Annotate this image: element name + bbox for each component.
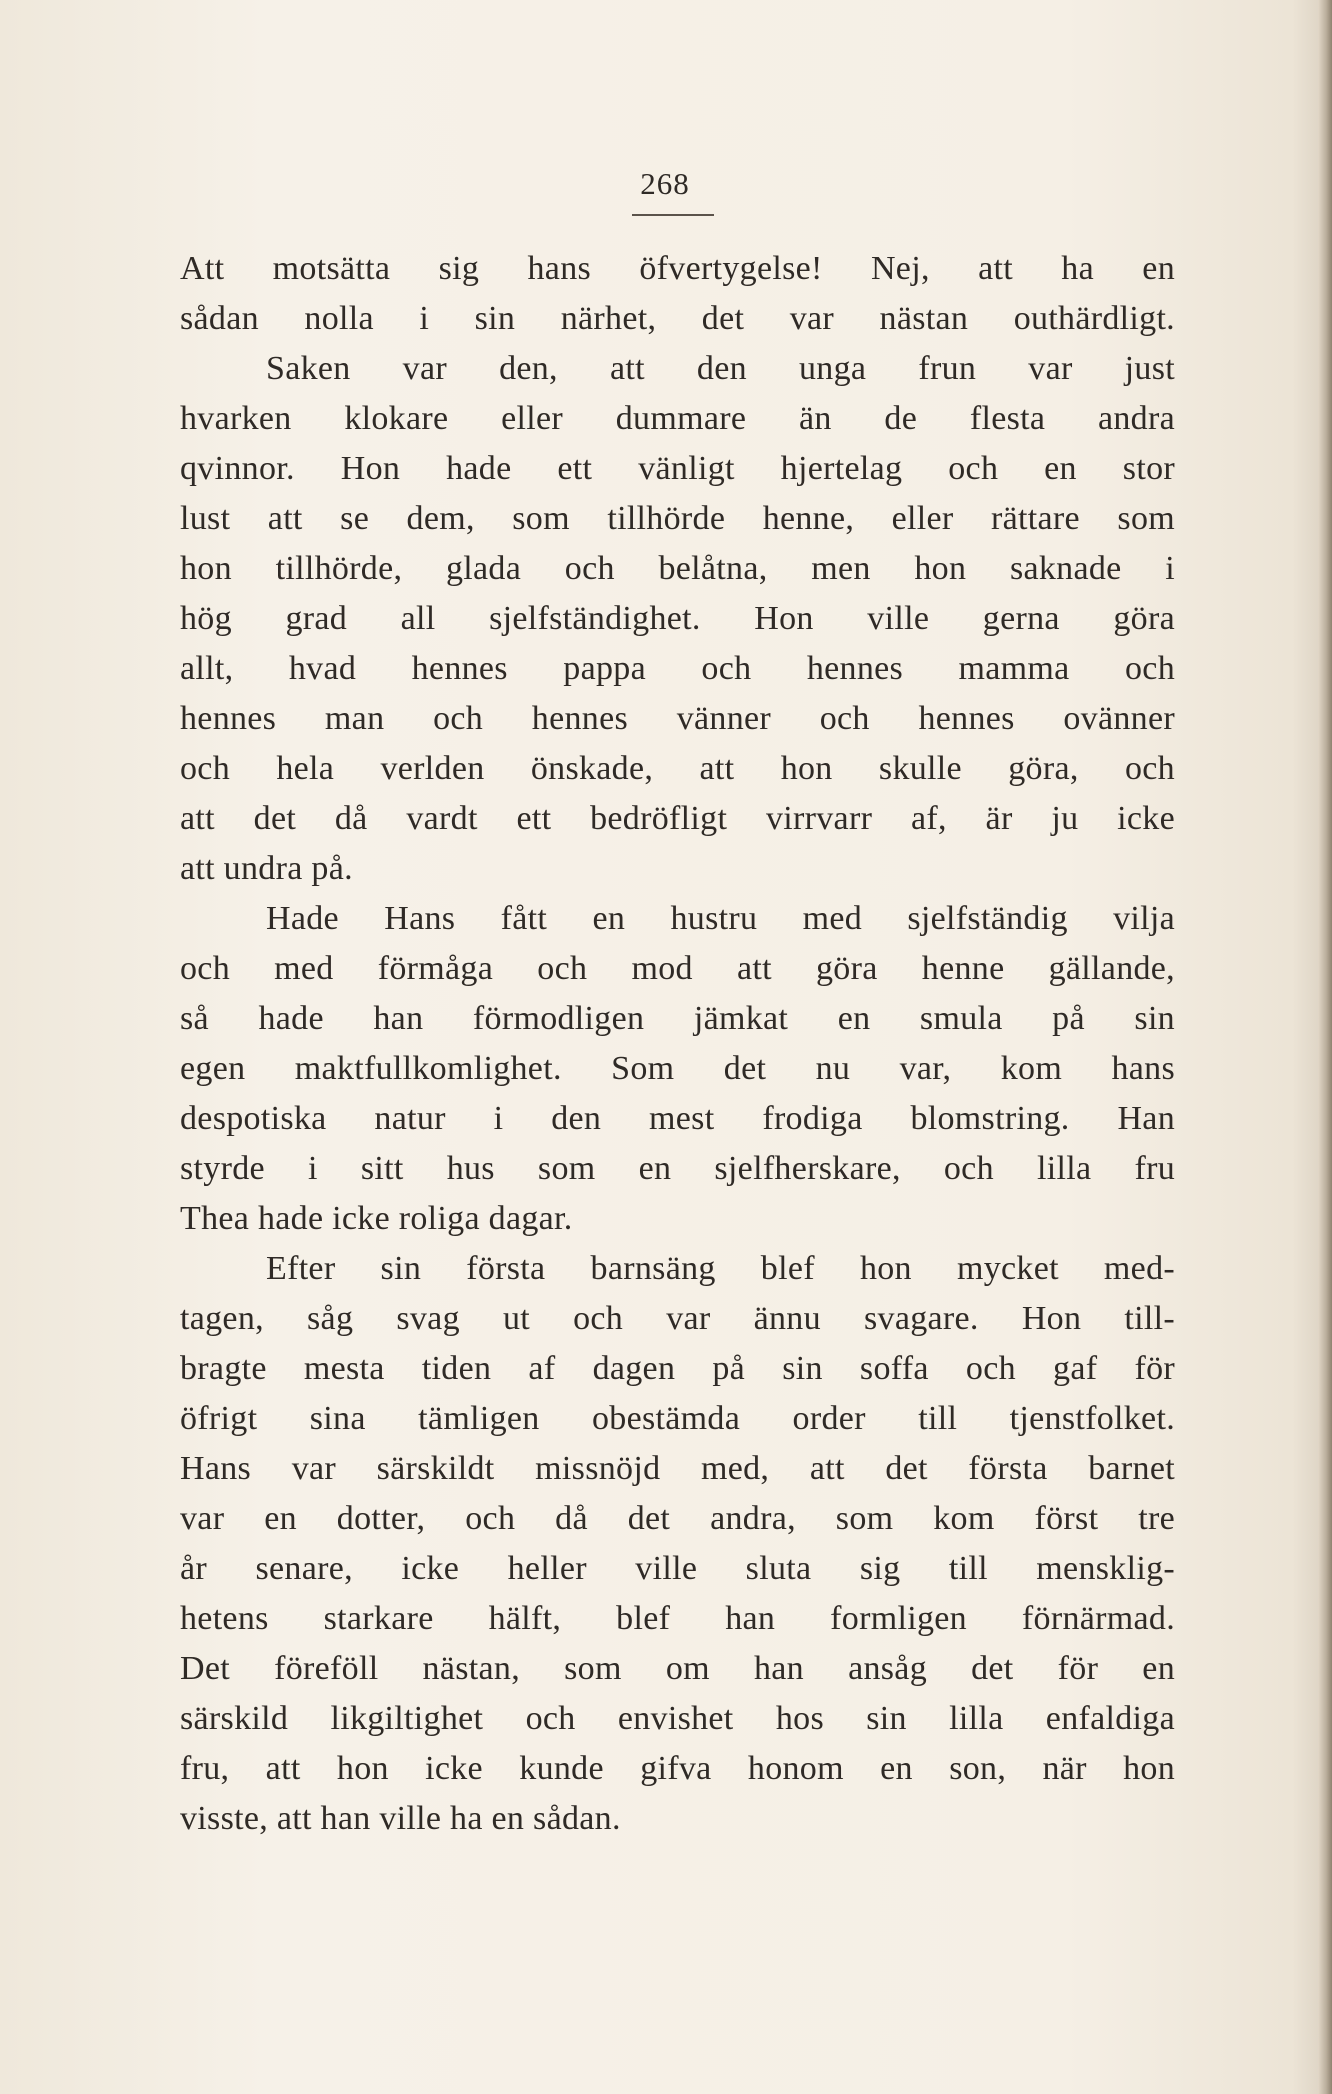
text-line: Thea hade icke roliga dagar. [180,1200,573,1237]
text-line: och hela verlden önskade, att hon skulle göra, och [180,750,1175,787]
text-line: att undra på. [180,850,353,887]
text-line: hetens starkare hälft, blef han formligen förnärmad. [180,1600,1175,1637]
text-line: hon tillhörde, glada och belåtna, men hon saknade i [180,550,1175,587]
page-edge [1318,0,1332,2094]
text-line: fru, att hon icke kunde gifva honom en son, när hon [180,1750,1175,1787]
body-text [180,244,1175,1844]
text-line: Det föreföll nästan, som om han ansåg det för en [180,1650,1175,1687]
text-line: sådan nolla i sin närhet, det var nästan outhärdligt. [180,300,1175,337]
text-line: tagen, såg svag ut och var ännu svagare. Hon till- [180,1300,1175,1337]
text-line: år senare, icke heller ville sluta sig till mensklig- [180,1550,1175,1587]
text-line: hvarken klokare eller dummare än de flesta andra [180,400,1175,437]
text-line: despotiska natur i den mest frodiga blomstring. Han [180,1100,1175,1137]
text-line: särskild likgiltighet och envishet hos sin lilla enfaldiga [180,1700,1175,1737]
text-line: visste, att han ville ha en sådan. [180,1800,621,1837]
page-number-rule [632,214,714,216]
text-line: att det då vardt ett bedröfligt virrvarr af, är ju icke [180,800,1175,837]
text-line: hennes man och hennes vänner och hennes ovänner [180,700,1175,737]
text-line: så hade han förmodligen jämkat en smula på sin [180,1000,1175,1037]
text-line: Att motsätta sig hans öfvertygelse! Nej, att ha en [180,250,1175,287]
text-line: qvinnor. Hon hade ett vänligt hjertelag och en stor [180,450,1175,487]
text-line: Saken var den, att den unga frun var just [266,350,1175,387]
text-line: Efter sin första barnsäng blef hon mycket med- [266,1250,1175,1287]
text-line: hög grad all sjelfständighet. Hon ville gerna göra [180,600,1175,637]
page-number: 268 [640,166,690,201]
text-line: allt, hvad hennes pappa och hennes mamma och [180,650,1175,687]
text-line: styrde i sitt hus som en sjelfherskare, och lilla fru [180,1150,1175,1187]
text-line: var en dotter, och då det andra, som kom först tre [180,1500,1175,1537]
text-line: egen maktfullkomlighet. Som det nu var, kom hans [180,1050,1175,1087]
text-line: Hans var särskildt missnöjd med, att det första barnet [180,1450,1175,1487]
text-line: öfrigt sina tämligen obestämda order till tjenstfolket. [180,1400,1175,1437]
text-line: och med förmåga och mod att göra henne gällande, [180,950,1175,987]
text-line: bragte mesta tiden af dagen på sin soffa och gaf för [180,1350,1175,1387]
text-line: lust att se dem, som tillhörde henne, eller rättare som [180,500,1175,537]
text-line: Hade Hans fått en hustru med sjelfständig vilja [266,900,1175,937]
